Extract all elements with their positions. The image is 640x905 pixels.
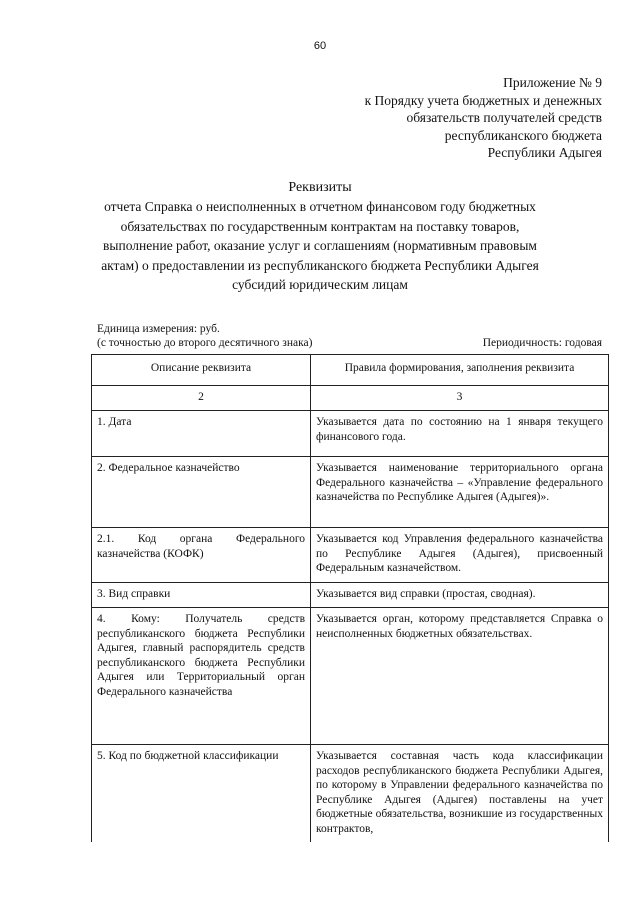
units-of-measure — [97, 322, 312, 350]
table-row — [92, 457, 609, 528]
column-number-row — [92, 385, 609, 411]
requisite-rule: Указывается наименование территориального органа Федерального казначейства – «Управление федерального казначейства по Республике Адыгея (Адыгея)». — [311, 457, 609, 528]
document-title: Реквизиты — [288, 180, 352, 195]
column-header-description: Описание реквизита — [92, 355, 311, 386]
table-row — [92, 582, 609, 608]
requisite-description: 2. Федеральное казначейство — [92, 457, 311, 528]
requisite-rule: Указывается вид справки (простая, сводная). — [311, 582, 609, 608]
requisite-description: 2.1. Код органа Федерального казначейства (КОФК) — [92, 528, 311, 583]
requisite-description: 1. Дата — [92, 411, 311, 457]
appendix-line: Республики Адыгея — [487, 145, 602, 160]
column-header-rules: Правила формирования, заполнения реквизита — [311, 355, 609, 386]
appendix-header — [242, 74, 602, 162]
appendix-line: к Порядку учета бюджетных и денежных — [364, 92, 602, 108]
requisite-description: 4. Кому: Получатель средств республиканского бюджета Республики Адыгея, главный распорядитель средств республиканского бюджета Республики Адыгея или Территориальный орган Федерального казначейства — [92, 608, 311, 745]
requisites-table — [91, 354, 609, 842]
precision-line: (с точностью до второго десятичного знака) — [97, 337, 313, 349]
requisite-rule: Указывается орган, которому представляется Справка о неисполненных бюджетных обязательствах. — [311, 608, 609, 745]
units-line: Единица измерения: руб. — [97, 323, 220, 335]
column-number: 2 — [92, 385, 311, 411]
requisite-description: 3. Вид справки — [92, 582, 311, 608]
requisite-rule: Указывается код Управления федерального казначейства по Республике Адыгея (Адыгея), присвоенный Федеральным казначейством. — [311, 528, 609, 583]
document-subtitle: отчета Справка о неисполненных в отчетном финансовом году бюджетных обязательствах по государственным контрактам на поставку товаров, выполнение работ, оказание услуг и соглашениям (нормативным правовым актам) о предоставлении из республиканского бюджета Республики Адыгея субсидий юридическим лицам — [101, 199, 539, 292]
table-row — [92, 608, 609, 745]
appendix-line: республиканского бюджета — [444, 127, 602, 143]
requisite-description: 5. Код по бюджетной классификации — [92, 745, 311, 843]
column-number: 3 — [311, 385, 609, 411]
table-row — [92, 411, 609, 457]
table-row — [92, 745, 609, 843]
requisite-rule: Указывается дата по состоянию на 1 января текущего финансового года. — [311, 411, 609, 457]
appendix-line: обязательств получателей средств — [406, 110, 602, 125]
page-number: 60 — [313, 40, 327, 52]
table-row — [92, 528, 609, 583]
appendix-line: Приложение № 9 — [503, 75, 602, 90]
requisite-rule: Указывается составная часть кода классификации расходов республиканского бюджета Республики Адыгея, по которому в Управлении федерального казначейства по Республике Адыгея (Адыгея) поставлены на учет бюджетные обязательства, возникшие из государственных контрактов, — [311, 745, 609, 843]
table-header-row — [92, 355, 609, 386]
periodicity: Периодичность: годовая — [482, 337, 602, 349]
